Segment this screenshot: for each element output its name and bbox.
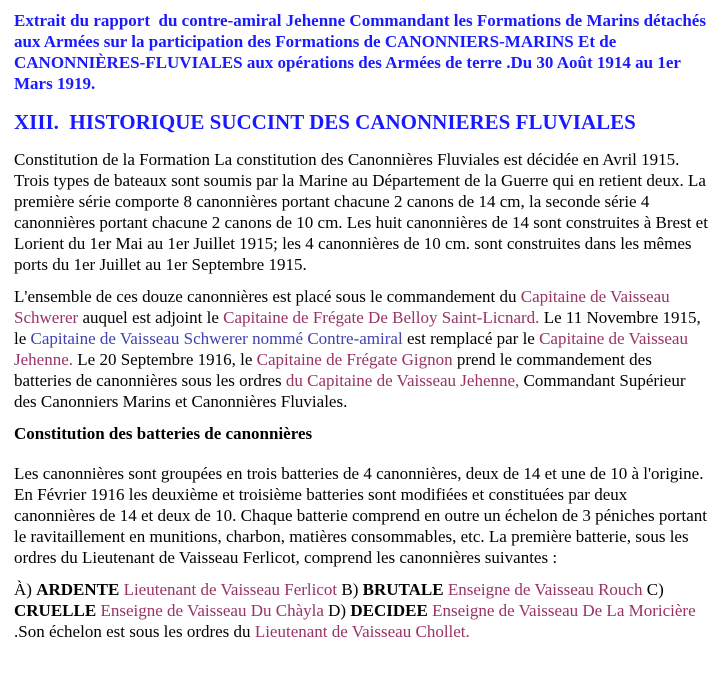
person-link[interactable]: Capitaine de Vaisseau Jehenne.	[14, 329, 693, 369]
text-run: L'ensemble de ces douze canonnières est placé sous le commandement du	[14, 287, 521, 306]
text-run: C)	[642, 580, 668, 599]
text-run: Commandant Supérieur des Canonniers Marins et Canonnières Fluviales.	[14, 371, 690, 411]
report-header: Extrait du rapport du contre-amiral Jehenne Commandant les Formations de Marins détachés aux Armées sur la participation des Formations de CANONNIERS-MARINS Et de CANONNIÈRES-FLUVIALES aux opérations des Armées de terre .Du 30 Août 1914 au 1er Mars 1919.	[14, 11, 711, 93]
person-link[interactable]: du Capitaine de Vaisseau Jehenne,	[285, 371, 520, 390]
ship-name: CRUELLE	[14, 601, 97, 620]
ship-name: DECIDEE	[350, 601, 428, 620]
ship-name: BRUTALE	[362, 580, 444, 599]
text-run: auquel est adjoint le	[78, 308, 224, 327]
text-run: Le 11 Novembre 1915, le	[14, 308, 705, 348]
paragraph-batteries	[14, 463, 712, 568]
text-run: Le 20 Septembre 1916, le	[73, 350, 257, 369]
person-link[interactable]: Lieutenant de Vaisseau Ferlicot	[123, 580, 338, 599]
person-link[interactable]: Capitaine de Vaisseau Schwerer nommé Contre-amiral	[30, 329, 403, 348]
person-link[interactable]: Enseigne de Vaisseau Rouch	[447, 580, 643, 599]
person-link[interactable]: Lieutenant de Vaisseau Chollet.	[254, 622, 470, 641]
paragraph-canonnieres-list	[14, 579, 708, 642]
text-run: D)	[323, 601, 351, 620]
text-run: .Son échelon est sous les ordres du	[14, 601, 705, 641]
text-run: Les canonnières sont groupées en trois batteries de 4 canonnières, deux de 14 et une de 10 à l'origine. En Février 1916 les deuxième et troisième batteries sont modifiées et constituées par deux canonnières de 14 et deux de 10. Chaque batterie comprend en outre un échelon de 3 péniches portant le ravitaillement en munitions, charbon, matières consommables, etc. La première batterie, sous les ordres du Lieutenant de Vaisseau Ferlicot, comprend les canonnières suivantes :	[14, 464, 712, 567]
text-run: Constitution de la Formation La constitution des Canonnières Fluviales est décidée en Avril 1915. Trois types de bateaux sont soumis par la Marine au Département de la Guerre qui en retient deux. La première série comporte 8 canonnières portant chacune 2 canons de 14 cm, la seconde série 4 canonnières portant chacune 2 canons de 10 cm. Les huit canonnières de 14 sont construites à Brest et Lorient du 1er Mai au 1er Juillet 1915; les 4 canonnières de 10 cm. sont construites dans les mêmes ports du 1er Juillet au 1er Septembre 1915.	[14, 150, 713, 274]
person-link[interactable]: Capitaine de Frégate De Belloy Saint-Licnard.	[223, 308, 540, 327]
person-link[interactable]: Enseigne de Vaisseau De La Moricière	[432, 601, 696, 620]
text-run: est remplacé par le	[402, 329, 540, 348]
subsection-heading: Constitution des batteries de canonnières	[14, 424, 313, 443]
person-link[interactable]: Capitaine de Vaisseau Schwerer	[14, 287, 674, 327]
paragraph-constitution-formation	[14, 149, 713, 275]
person-link[interactable]: Enseigne de Vaisseau Du Chàyla	[100, 601, 324, 620]
ship-name: ARDENTE	[36, 580, 120, 599]
paragraph-commandement	[14, 286, 708, 412]
person-link[interactable]: Capitaine de Frégate Gignon	[256, 350, 453, 369]
text-run: prend le commandement des batteries de canonnières sous les ordres	[14, 350, 657, 390]
text-run: B)	[337, 580, 363, 599]
text-run: À)	[14, 580, 37, 599]
section-heading: XIII. HISTORIQUE SUCCINT DES CANONNIERES FLUVIALES	[14, 110, 636, 134]
